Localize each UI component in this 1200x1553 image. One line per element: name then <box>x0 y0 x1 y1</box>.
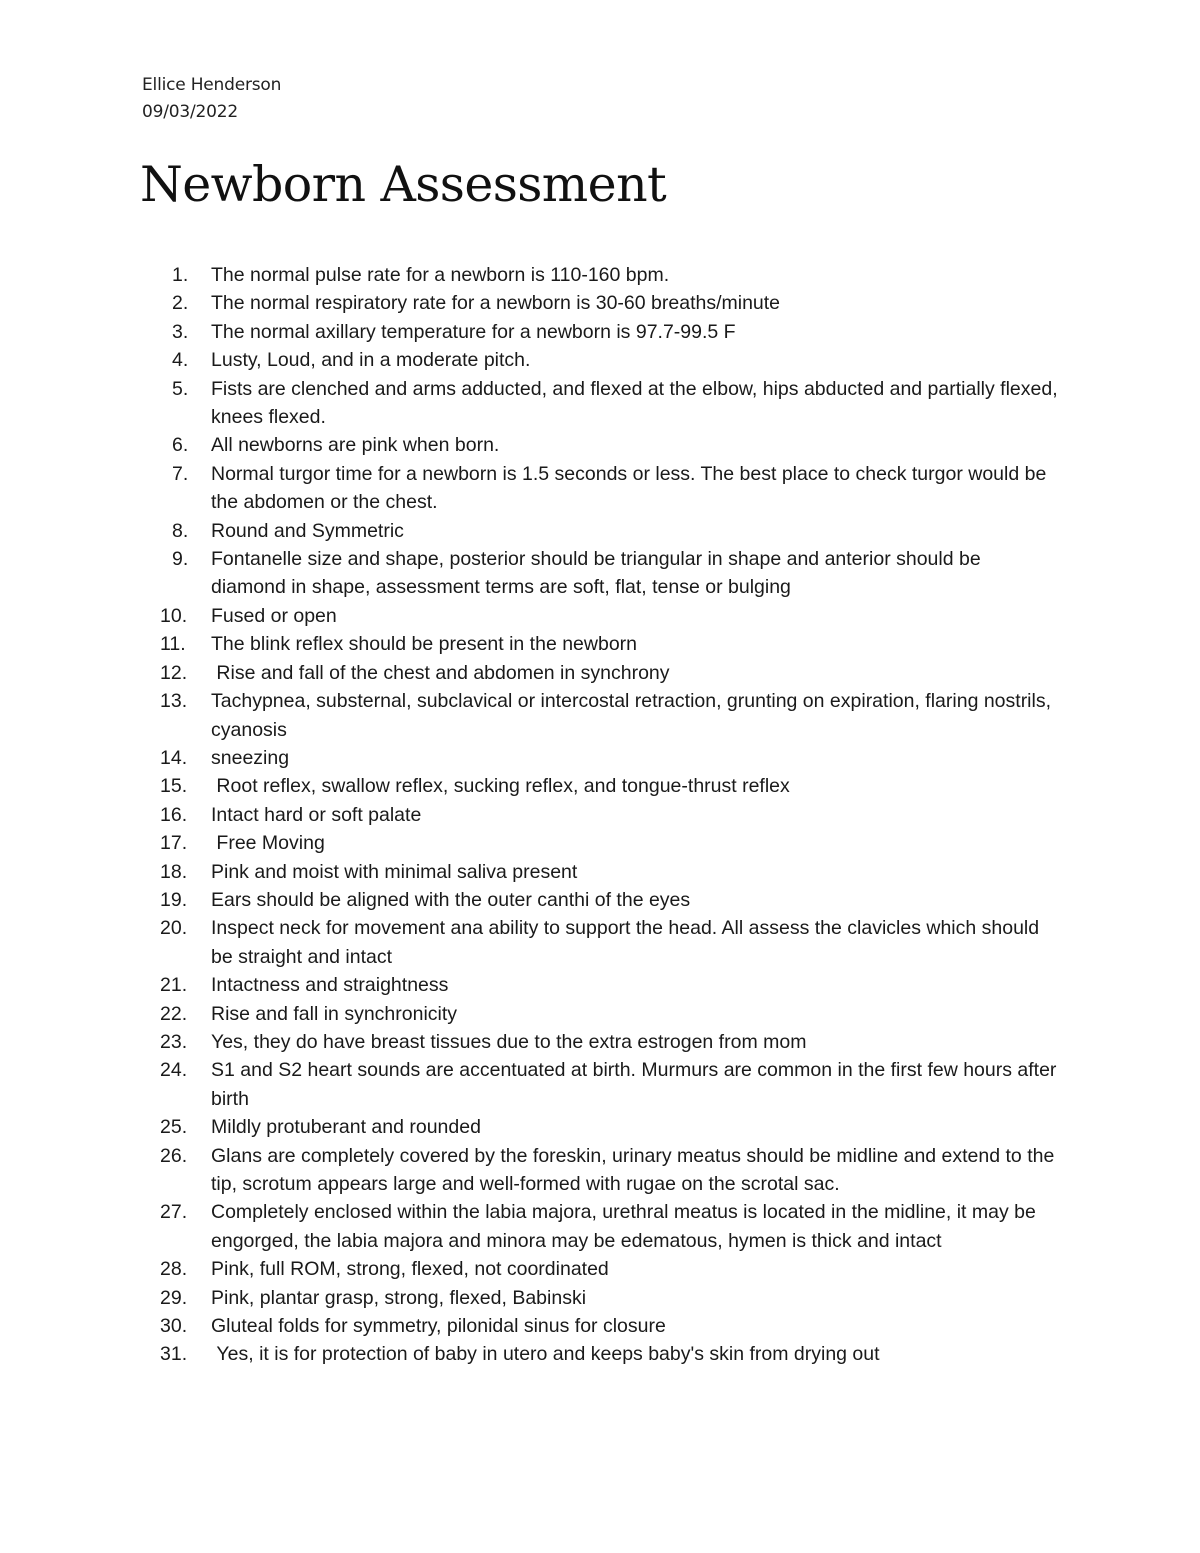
list-item <box>160 886 1060 914</box>
list-item-number: 24. <box>160 1059 188 1082</box>
list-item <box>160 971 1060 999</box>
list-item-text: The blink reflex should be present in the newborn <box>211 633 638 656</box>
list-item <box>160 1056 1060 1113</box>
answer-list <box>160 261 1064 1369</box>
list-item-number: 6. <box>172 434 189 457</box>
list-item-number: 18. <box>160 860 188 883</box>
list-item-text: Round and Symmetric <box>211 519 404 542</box>
list-item-text: Gluteal folds for symmetry, pilonidal sinus for closure <box>211 1315 666 1338</box>
list-item-number: 11. <box>160 633 186 656</box>
list-item-text: Normal turgor time for a newborn is 1.5 seconds or less. The best place to check turgor would be the abdomen or the chest. <box>211 462 1052 514</box>
list-item-text: Glans are completely covered by the foreskin, urinary meatus should be midline and extend to the tip, scrotum appears large and well-formed with rugae on the scrotal sac. <box>211 1144 1060 1195</box>
list-item-number: 20. <box>160 917 188 940</box>
list-item <box>160 460 1060 517</box>
document-header <box>142 72 281 126</box>
list-item <box>160 829 1060 857</box>
list-item-text: Fused or open <box>211 604 337 627</box>
author-name: Ellice Henderson <box>142 75 282 95</box>
list-item-number: 8. <box>172 519 189 542</box>
list-item <box>160 914 1060 971</box>
list-item-text: The normal axillary temperature for a newborn is 97.7-99.5 F <box>211 320 736 343</box>
list-item <box>160 772 1060 800</box>
list-item-text: Tachypnea, substernal, subclavical or intercostal retraction, grunting on expiration, flaring nostrils, cyanosis <box>211 690 1057 741</box>
list-item-text: The normal respiratory rate for a newborn is 30-60 breaths/minute <box>211 292 781 315</box>
list-item-number: 9. <box>172 548 189 571</box>
list-item-number: 13. <box>160 690 188 713</box>
list-item-number: 29. <box>160 1286 188 1309</box>
list-item-text: Pink, plantar grasp, strong, flexed, Babinski <box>211 1286 587 1309</box>
list-item <box>160 1000 1060 1028</box>
list-item-text: The normal pulse rate for a newborn is 110-160 bpm. <box>211 264 670 286</box>
list-item-text: Yes, they do have breast tissues due to the extra estrogen from mom <box>211 1030 807 1053</box>
list-item-text: Completely enclosed within the labia majora, urethral meatus is located in the midline, it may be engorged, the labia majora and minora may be edematous, hymen is thick and intact <box>211 1201 1042 1252</box>
list-item-number: 5. <box>172 377 189 400</box>
list-item <box>160 375 1064 432</box>
list-item-text: Yes, it is for protection of baby in utero and keeps baby's skin from drying out <box>211 1343 880 1366</box>
list-item <box>160 1340 1060 1368</box>
list-item-number: 21. <box>160 974 188 997</box>
list-item <box>160 261 1060 289</box>
page-title: Newborn Assessment <box>140 156 667 213</box>
list-item-text: S1 and S2 heart sounds are accentuated at birth. Murmurs are common in the first few hours after birth <box>211 1059 1062 1110</box>
list-item-text: Fists are clenched and arms adducted, and flexed at the elbow, hips abducted and partially flexed, knees flexed. <box>211 377 1064 429</box>
list-item-number: 16. <box>160 803 188 826</box>
list-item-number: 2. <box>172 292 189 315</box>
list-item-text: Intact hard or soft palate <box>211 803 422 826</box>
list-item-number: 4. <box>172 349 189 372</box>
list-item-text: Rise and fall in synchronicity <box>211 1002 458 1025</box>
list-item-text: Inspect neck for movement ana ability to support the head. All assess the clavicles which should be straight and intact <box>211 917 1045 968</box>
list-item <box>160 1113 1060 1141</box>
list-item <box>160 1284 1060 1312</box>
list-item-number: 28. <box>160 1258 188 1281</box>
list-item-text: Mildly protuberant and rounded <box>211 1116 481 1139</box>
list-item <box>160 318 1060 346</box>
list-item-text: Pink and moist with minimal saliva present <box>211 860 578 883</box>
list-item-number: 3. <box>172 320 189 343</box>
list-item <box>160 545 1060 602</box>
list-item-text: Lusty, Loud, and in a moderate pitch. <box>211 349 531 372</box>
list-item <box>160 346 1060 374</box>
list-item <box>160 744 1060 772</box>
list-item-text: Root reflex, swallow reflex, sucking reflex, and tongue-thrust reflex <box>211 775 790 798</box>
list-item <box>160 801 1060 829</box>
list-item-number: 30. <box>160 1315 188 1338</box>
list-item-number: 12. <box>160 661 188 684</box>
list-item-number: 27. <box>160 1201 188 1224</box>
list-item <box>160 431 1060 459</box>
list-item-text: Rise and fall of the chest and abdomen in synchrony <box>211 661 670 684</box>
list-item-number: 1. <box>172 264 189 286</box>
list-item-text: Free Moving <box>211 832 325 855</box>
list-item <box>160 1028 1060 1056</box>
list-item-text: Intactness and straightness <box>211 974 449 997</box>
list-item <box>160 1255 1060 1283</box>
list-item-text: Ears should be aligned with the outer canthi of the eyes <box>211 888 691 911</box>
list-item-number: 26. <box>160 1144 188 1167</box>
list-item-number: 17. <box>160 832 188 855</box>
list-item-number: 19. <box>160 888 188 911</box>
list-item-text: Fontanelle size and shape, posterior should be triangular in shape and anterior should be diamond in shape, assessment terms are soft, flat, tense or bulging <box>211 548 987 599</box>
list-item <box>160 1198 1060 1255</box>
list-item-number: 22. <box>160 1002 188 1025</box>
list-item <box>160 858 1060 886</box>
list-item <box>160 1142 1060 1199</box>
list-item <box>160 602 1060 630</box>
list-item-number: 7. <box>172 462 189 485</box>
list-item <box>160 289 1060 317</box>
list-item <box>160 659 1060 687</box>
list-item <box>160 1312 1060 1340</box>
list-item-text: All newborns are pink when born. <box>211 434 500 457</box>
list-item-text: sneezing <box>211 746 290 769</box>
list-item-text: Pink, full ROM, strong, flexed, not coordinated <box>211 1258 609 1281</box>
list-item-number: 15. <box>160 775 188 798</box>
list-item-number: 23. <box>160 1030 188 1053</box>
list-item-number: 14. <box>160 746 188 769</box>
list-item <box>160 687 1060 744</box>
list-item <box>160 517 1060 545</box>
list-item-number: 10. <box>160 604 188 627</box>
list-item <box>160 630 1060 658</box>
list-item-number: 25. <box>160 1116 188 1139</box>
list-item-number: 31. <box>160 1343 188 1366</box>
document-date: 09/03/2022 <box>142 102 238 122</box>
